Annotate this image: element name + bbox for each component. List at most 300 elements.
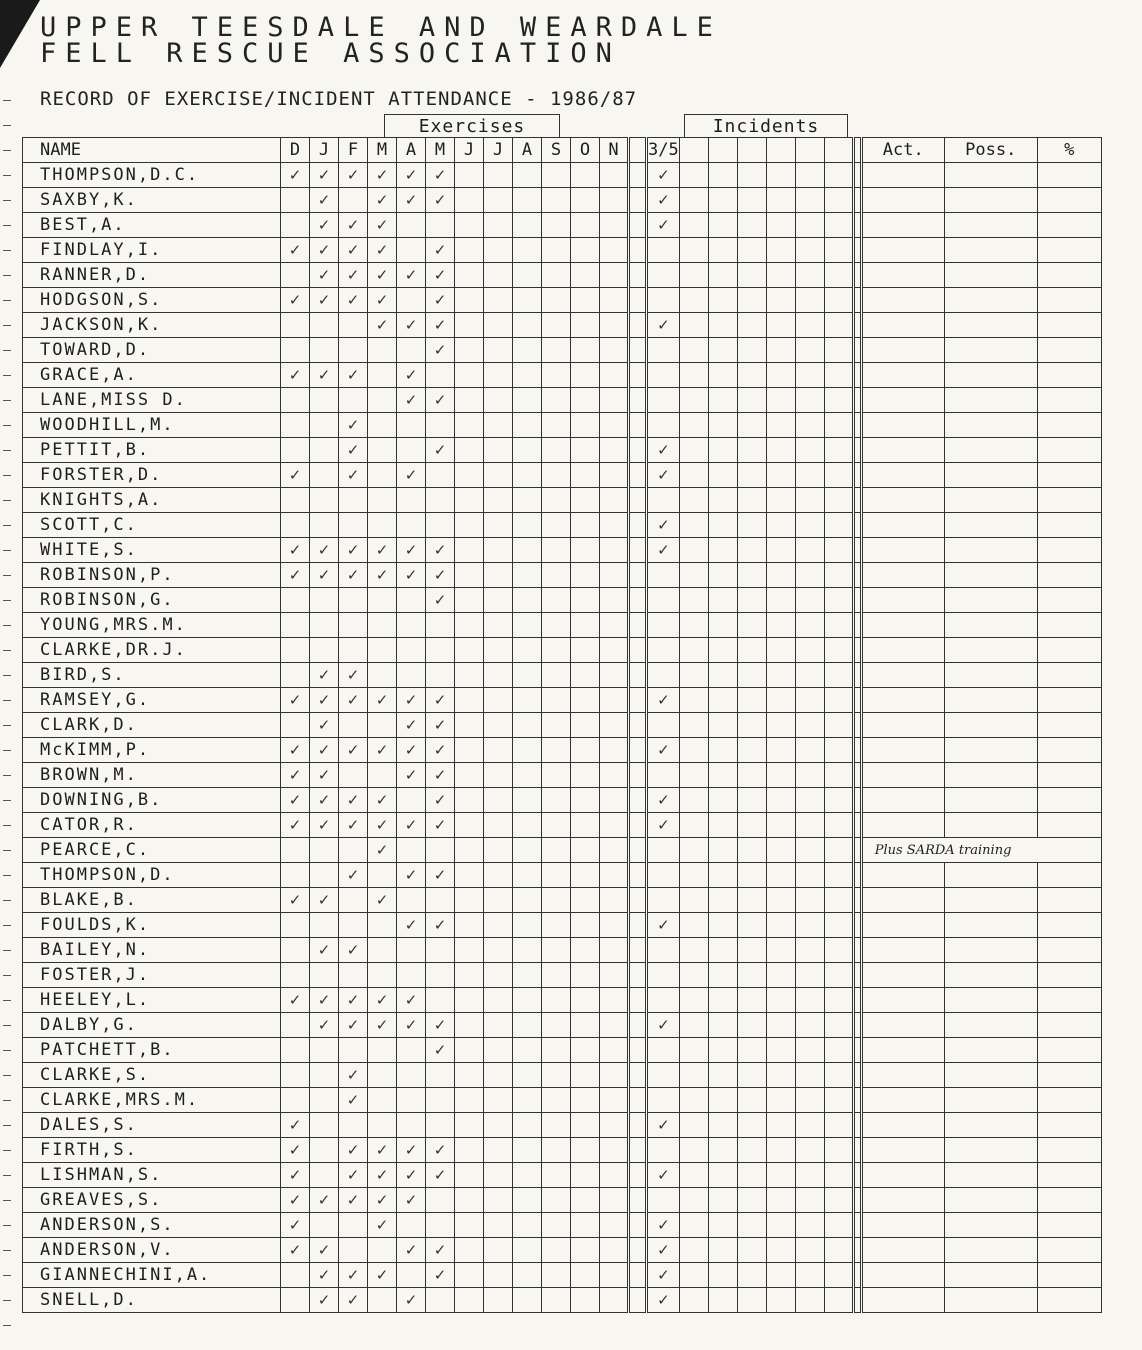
incident-cell [708,738,737,763]
exercise-cell [484,1063,513,1088]
incident-cell [708,238,737,263]
exercise-cell [339,313,368,338]
incident-check-mark: ✓ [647,313,680,338]
incident-cell [824,763,853,788]
member-name: FORSTER,D. [23,463,281,488]
poss-cell [944,1113,1037,1138]
exercise-cell [600,1188,629,1213]
column-gap [853,1138,861,1163]
column-gap [629,463,647,488]
table-row [23,1038,1102,1063]
column-gap [853,1263,861,1288]
column-gap [629,213,647,238]
margin-tick [3,1025,11,1026]
incident-cell [679,163,708,188]
exercise-check-mark: ✓ [281,988,310,1013]
incident-cell [795,438,824,463]
exercise-cell [339,963,368,988]
incident-cell [795,563,824,588]
exercise-check-mark: ✓ [310,1263,339,1288]
incident-cell [766,163,795,188]
incident-cell [647,963,680,988]
exercise-check-mark: ✓ [339,1263,368,1288]
exercise-cell [484,538,513,563]
exercise-check-mark: ✓ [310,1013,339,1038]
exercise-cell [484,263,513,288]
exercise-cell [339,763,368,788]
exercise-cell [310,1038,339,1063]
incident-cell [679,1288,708,1313]
incident-cell [737,613,766,638]
exercise-check-mark: ✓ [339,463,368,488]
member-name: LISHMAN,S. [23,1163,281,1188]
exercise-cell [455,338,484,363]
table-row [23,363,1102,388]
exercise-check-mark: ✓ [397,813,426,838]
incident-cell [766,338,795,363]
percent-cell [1037,438,1101,463]
column-gap [629,1263,647,1288]
exercise-cell [513,1138,542,1163]
incident-header-2 [679,138,708,163]
margin-tick [3,200,11,201]
margin-tick [3,1325,11,1326]
incident-cell [824,888,853,913]
column-gap [853,1163,861,1188]
column-gap [629,513,647,538]
exercise-cell [455,788,484,813]
exercise-check-mark: ✓ [368,563,397,588]
incident-cell [647,988,680,1013]
incident-cell [647,1088,680,1113]
exercise-cell [571,913,600,938]
incident-check-mark: ✓ [647,1238,680,1263]
exercise-cell [310,1113,339,1138]
act-cell [861,788,944,813]
act-cell [861,1263,944,1288]
column-gap [853,813,861,838]
exercise-check-mark: ✓ [397,163,426,188]
member-name: BAILEY,N. [23,938,281,963]
table-row [23,413,1102,438]
exercise-cell [368,1038,397,1063]
exercise-cell [600,1238,629,1263]
poss-cell [944,713,1037,738]
exercise-cell [513,913,542,938]
exercise-cell [281,413,310,438]
column-gap [853,163,861,188]
exercise-cell [368,588,397,613]
incident-cell [737,663,766,688]
column-gap [853,413,861,438]
percent-cell [1037,463,1101,488]
incident-cell [679,613,708,638]
exercise-check-mark: ✓ [310,688,339,713]
percent-cell [1037,1063,1101,1088]
act-cell [861,588,944,613]
poss-cell [944,238,1037,263]
exercise-check-mark: ✓ [339,863,368,888]
exercise-check-mark: ✓ [339,1063,368,1088]
exercise-check-mark: ✓ [426,738,455,763]
column-gap [629,413,647,438]
column-gap [853,363,861,388]
table-row [23,1013,1102,1038]
table-row [23,638,1102,663]
incident-cell [708,313,737,338]
exercise-cell [281,638,310,663]
exercise-cell [397,613,426,638]
incident-cell [795,1138,824,1163]
incident-cell [824,563,853,588]
poss-cell [944,163,1037,188]
exercise-cell [368,663,397,688]
column-gap [853,188,861,213]
exercise-cell [571,338,600,363]
exercise-check-mark: ✓ [426,713,455,738]
exercise-check-mark: ✓ [310,1188,339,1213]
exercise-cell [513,863,542,888]
exercise-cell [600,1263,629,1288]
table-row [23,1163,1102,1188]
exercise-check-mark: ✓ [310,188,339,213]
column-gap [853,238,861,263]
exercise-cell [600,1138,629,1163]
exercise-cell [310,1088,339,1113]
exercise-check-mark: ✓ [339,663,368,688]
exercise-check-mark: ✓ [368,263,397,288]
member-name: GIANNECHINI,A. [23,1263,281,1288]
exercise-cell [571,1063,600,1088]
incident-cell [679,463,708,488]
exercise-cell [484,513,513,538]
poss-cell [944,213,1037,238]
poss-cell [944,363,1037,388]
margin-tick [3,1250,11,1251]
incident-cell [795,763,824,788]
percent-cell [1037,963,1101,988]
incident-cell [679,788,708,813]
incident-cell [824,1263,853,1288]
exercise-cell [571,313,600,338]
incident-cell [708,888,737,913]
margin-tick [3,1075,11,1076]
exercise-cell [455,688,484,713]
incident-cell [766,513,795,538]
exercise-cell [542,163,571,188]
exercise-check-mark: ✓ [310,988,339,1013]
month-header-aug: A [513,138,542,163]
member-name: McKIMM,P. [23,738,281,763]
incident-cell [824,1113,853,1138]
exercise-cell [542,488,571,513]
margin-tick [3,350,11,351]
column-gap [853,788,861,813]
member-name: CATOR,R. [23,813,281,838]
poss-cell [944,638,1037,663]
table-row [23,1213,1102,1238]
act-cell [861,688,944,713]
incident-cell [647,1188,680,1213]
table-body [23,163,1102,1313]
exercise-cell [571,238,600,263]
column-gap [853,1088,861,1113]
act-cell [861,488,944,513]
month-header-jun: J [455,138,484,163]
poss-cell [944,338,1037,363]
column-gap [853,463,861,488]
exercise-check-mark: ✓ [281,538,310,563]
poss-cell [944,1263,1037,1288]
exercise-cell [368,363,397,388]
incident-cell [766,613,795,638]
poss-cell [944,513,1037,538]
incident-check-mark: ✓ [647,1163,680,1188]
exercise-cell [542,913,571,938]
table-row [23,663,1102,688]
poss-cell [944,1088,1037,1113]
exercise-cell [600,663,629,688]
act-cell [861,1113,944,1138]
exercise-cell [513,288,542,313]
incident-cell [679,188,708,213]
table-row [23,438,1102,463]
exercise-check-mark: ✓ [397,738,426,763]
incident-cell [679,213,708,238]
exercise-check-mark: ✓ [368,813,397,838]
member-name: THOMPSON,D.C. [23,163,281,188]
exercise-cell [368,713,397,738]
exercise-check-mark: ✓ [368,788,397,813]
exercise-check-mark: ✓ [426,813,455,838]
exercise-cell [455,638,484,663]
exercise-cell [281,313,310,338]
incident-cell [795,1238,824,1263]
exercise-cell [426,363,455,388]
member-name: FINDLAY,I. [23,238,281,263]
exercise-check-mark: ✓ [397,1013,426,1038]
exercise-check-mark: ✓ [368,1138,397,1163]
incident-check-mark: ✓ [647,163,680,188]
exercise-cell [513,213,542,238]
incident-cell [824,413,853,438]
incident-cell [737,1063,766,1088]
exercise-check-mark: ✓ [310,263,339,288]
exercise-cell [600,763,629,788]
percent-cell [1037,163,1101,188]
column-gap [853,713,861,738]
column-gap [853,938,861,963]
column-gap [629,1038,647,1063]
incident-check-mark: ✓ [647,213,680,238]
exercise-cell [513,513,542,538]
percent-cell [1037,638,1101,663]
incident-cell [679,1063,708,1088]
incident-cell [708,288,737,313]
incident-cell [737,238,766,263]
exercise-cell [397,438,426,463]
exercise-cell [542,888,571,913]
incident-cell [795,513,824,538]
table-row [23,863,1102,888]
margin-tick [3,550,11,551]
exercise-cell [571,1138,600,1163]
exercise-cell [368,1113,397,1138]
exercise-cell [426,488,455,513]
exercise-cell [310,638,339,663]
exercise-cell [484,288,513,313]
table-row [23,1288,1102,1313]
column-gap [853,338,861,363]
incident-cell [708,1063,737,1088]
exercise-cell [513,1213,542,1238]
exercise-check-mark: ✓ [426,388,455,413]
exercise-cell [281,1013,310,1038]
incident-cell [647,888,680,913]
exercise-cell [484,1238,513,1263]
incident-cell [737,838,766,863]
incident-cell [647,613,680,638]
incident-cell [737,1263,766,1288]
percent-cell [1037,688,1101,713]
association-title-line-2: FELL RESCUE ASSOCIATION [40,38,621,69]
column-gap [853,888,861,913]
incident-cell [679,1188,708,1213]
exercise-cell [600,1288,629,1313]
exercise-cell [600,363,629,388]
exercise-cell [455,1038,484,1063]
incident-cell [708,363,737,388]
exercise-cell [368,413,397,438]
column-gap [629,1163,647,1188]
incident-cell [708,588,737,613]
incident-cell [708,513,737,538]
incident-cell [708,863,737,888]
margin-tick [3,825,11,826]
column-gap [629,963,647,988]
exercise-cell [455,1188,484,1213]
incident-cell [766,1238,795,1263]
exercise-cell [281,1038,310,1063]
margin-tick [3,1100,11,1101]
incident-cell [708,188,737,213]
member-name: SNELL,D. [23,1288,281,1313]
exercise-check-mark: ✓ [426,763,455,788]
incident-cell [766,363,795,388]
incident-cell [795,738,824,763]
exercise-cell [542,438,571,463]
exercise-cell [455,963,484,988]
exercise-check-mark: ✓ [368,1013,397,1038]
percent-cell [1037,1213,1101,1238]
incident-cell [824,638,853,663]
incident-cell [708,463,737,488]
exercise-cell [455,1013,484,1038]
incident-cell [766,488,795,513]
column-gap [853,663,861,688]
percent-cell [1037,413,1101,438]
member-name: PATCHETT,B. [23,1038,281,1063]
incident-cell [647,863,680,888]
incident-cell [766,813,795,838]
member-name: HODGSON,S. [23,288,281,313]
column-gap [629,163,647,188]
member-name: WOODHILL,M. [23,413,281,438]
poss-cell [944,1238,1037,1263]
exercise-cell [455,163,484,188]
exercise-cell [513,363,542,388]
margin-tick [3,1300,11,1301]
incident-cell [647,238,680,263]
exercise-cell [368,613,397,638]
exercise-check-mark: ✓ [310,813,339,838]
exercise-cell [600,713,629,738]
exercise-check-mark: ✓ [426,188,455,213]
exercise-cell [600,588,629,613]
incident-cell [824,363,853,388]
exercise-cell [281,1288,310,1313]
margin-tick [3,325,11,326]
member-name: LANE,MISS D. [23,388,281,413]
exercise-check-mark: ✓ [281,813,310,838]
exercise-cell [310,388,339,413]
column-gap [853,388,861,413]
incident-cell [737,888,766,913]
exercise-check-mark: ✓ [310,663,339,688]
incident-cell [708,1013,737,1038]
exercise-cell [281,1088,310,1113]
exercise-cell [426,963,455,988]
exercise-cell [484,863,513,888]
exercise-cell [513,1238,542,1263]
incident-cell [737,288,766,313]
incident-cell [679,588,708,613]
exercise-check-mark: ✓ [368,238,397,263]
incident-cell [737,488,766,513]
exercise-check-mark: ✓ [339,213,368,238]
exercise-cell [397,1038,426,1063]
exercise-cell [426,888,455,913]
incident-cell [824,1088,853,1113]
exercise-cell [513,338,542,363]
incident-cell [708,1238,737,1263]
exercise-cell [426,838,455,863]
exercise-cell [339,488,368,513]
exercise-check-mark: ✓ [310,363,339,388]
incident-cell [708,938,737,963]
poss-cell [944,188,1037,213]
margin-tick [3,450,11,451]
percent-cell [1037,663,1101,688]
incident-cell [795,1263,824,1288]
percent-cell [1037,1138,1101,1163]
act-cell [861,1188,944,1213]
exercise-check-mark: ✓ [310,713,339,738]
exercise-check-mark: ✓ [368,288,397,313]
exercise-check-mark: ✓ [339,688,368,713]
incident-cell [795,913,824,938]
member-name: CLARKE,S. [23,1063,281,1088]
incident-cell [708,1213,737,1238]
exercise-cell [513,1163,542,1188]
exercise-cell [600,538,629,563]
exercise-cell [455,313,484,338]
exercise-cell [368,338,397,363]
exercise-cell [281,338,310,363]
incident-cell [824,813,853,838]
incident-cell [737,763,766,788]
incident-cell [708,1113,737,1138]
